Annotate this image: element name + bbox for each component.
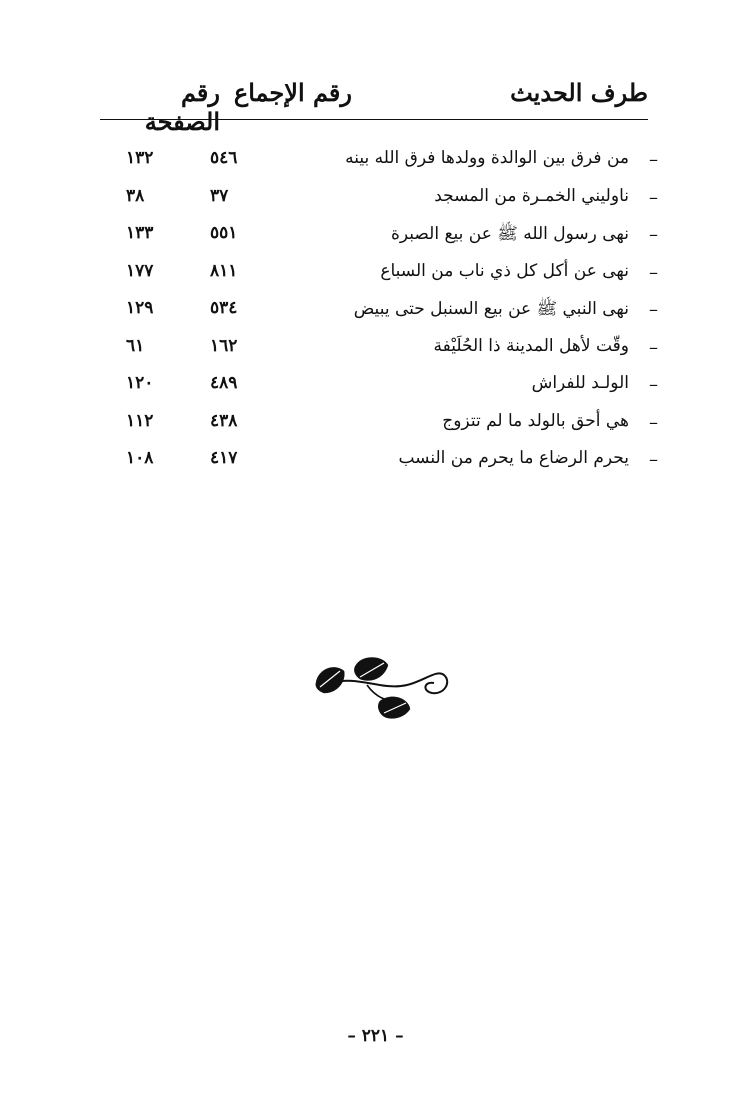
page-number: ١٠٨ — [126, 448, 154, 468]
row-dash: – — [649, 261, 658, 283]
row-dash: – — [649, 411, 658, 433]
ijmaa-number: ٣٧ — [210, 185, 229, 206]
hadith-text: نهى رسول الله ﷺ عن بيع الصبرة — [391, 224, 629, 244]
hadith-text: نهى عن أكل كل ذي ناب من السباع — [380, 260, 629, 281]
hadith-text: نهى النبي ﷺ عن بيع السنبل حتى يبيض — [353, 299, 629, 319]
hadith-text: هي أحق بالولد ما لم تتزوج — [442, 410, 629, 431]
table-row — [0, 371, 751, 409]
ijmaa-number: ٥٤٦ — [210, 148, 238, 168]
row-dash: – — [649, 299, 658, 320]
page-footer-number: – ٢٢١ – — [347, 1026, 404, 1046]
ijmaa-number: ٨١١ — [210, 260, 238, 281]
table-row — [0, 446, 751, 484]
hadith-text: من فرق بين الوالدة وولدها فرق الله بينه — [345, 148, 629, 168]
row-dash: – — [649, 336, 658, 358]
row-dash: – — [649, 374, 658, 395]
page-number: ١٣٢ — [126, 148, 154, 168]
page-number: ١٢٠ — [126, 373, 154, 393]
header-page-number: رقم الصفحة — [144, 78, 220, 136]
ijmaa-number: ٤١٧ — [210, 448, 238, 468]
ijmaa-number: ١٦٢ — [210, 335, 238, 356]
header-hadith: طرف الحديث — [510, 78, 648, 107]
hadith-text: وقّت لأهل المدينة ذا الحُلَيْفة — [433, 335, 629, 356]
page-number: ١٧٧ — [126, 260, 154, 281]
table-row — [0, 184, 751, 222]
table-row — [0, 221, 751, 259]
row-dash: – — [649, 149, 658, 170]
page-number: ٣٨ — [126, 185, 145, 206]
ijmaa-number: ٥٥١ — [210, 223, 238, 243]
page-number: ١٣٣ — [126, 223, 154, 243]
table-row — [0, 409, 751, 447]
ijmaa-number: ٥٣٤ — [210, 298, 238, 318]
hadith-text: يحرم الرضاع ما يحرم من النسب — [398, 448, 629, 468]
table-row — [0, 146, 751, 184]
row-dash: – — [649, 224, 658, 245]
leaf-vine-ornament-icon — [312, 655, 454, 721]
table-row — [0, 296, 751, 334]
hadith-text: ناوليني الخمـرة من المسجد — [434, 185, 629, 206]
header-ijmaa-number: رقم الإجماع — [233, 78, 352, 107]
table-header — [100, 78, 648, 136]
page-number: ١٢٩ — [126, 298, 154, 318]
row-dash: – — [649, 186, 658, 208]
hadith-text: الولـد للفراش — [531, 373, 629, 393]
page-number: ١١٢ — [126, 410, 154, 431]
index-table — [0, 146, 751, 484]
ijmaa-number: ٤٣٨ — [210, 410, 238, 431]
ijmaa-number: ٤٨٩ — [210, 373, 238, 393]
row-dash: – — [649, 449, 658, 470]
page-number: ٦١ — [126, 335, 145, 356]
table-row — [0, 259, 751, 297]
header-rule — [100, 119, 648, 120]
table-row — [0, 334, 751, 372]
